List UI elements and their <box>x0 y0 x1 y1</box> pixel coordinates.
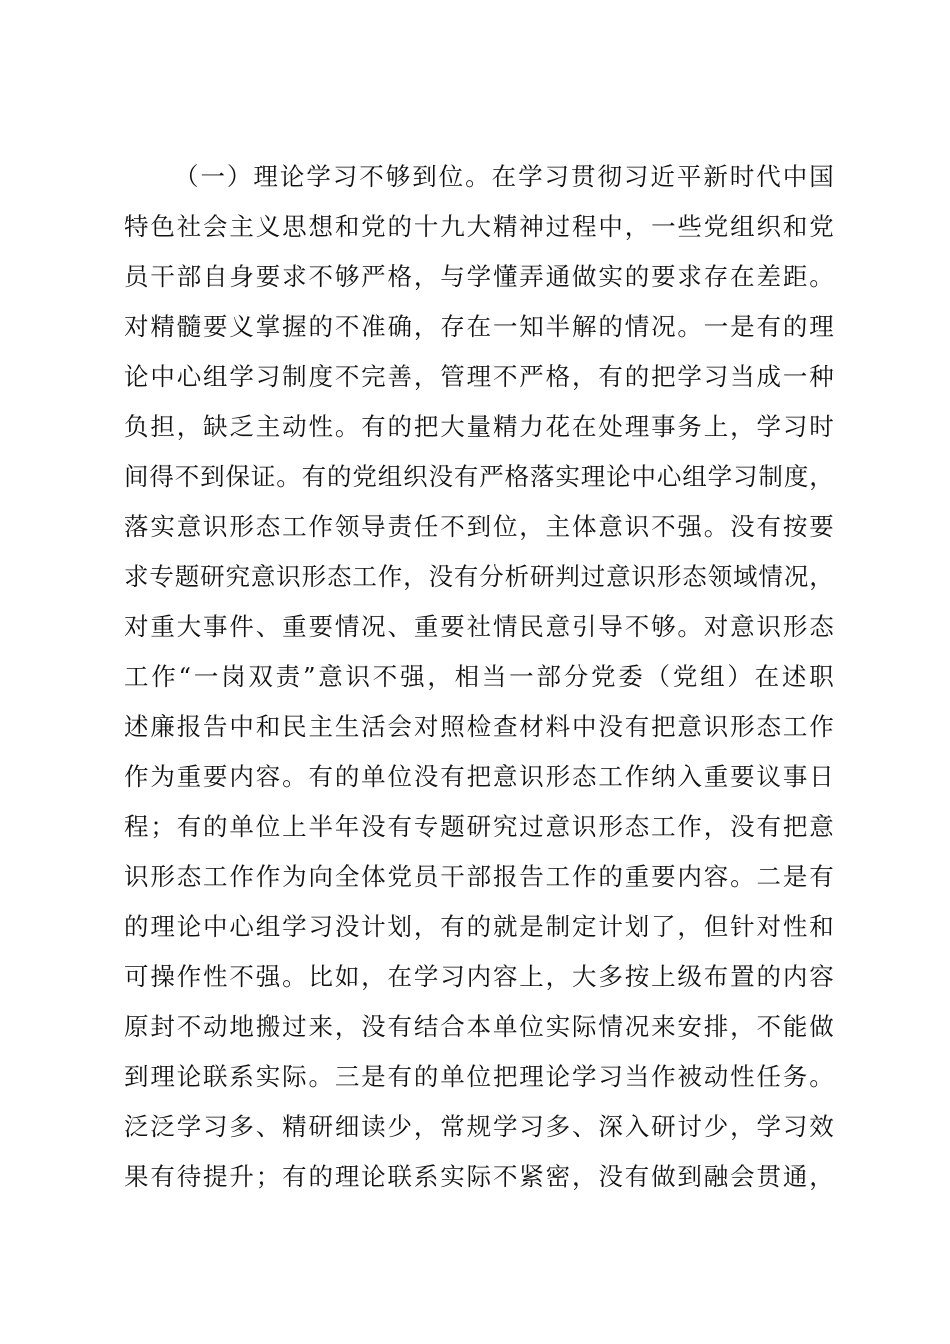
body-paragraph <box>124 152 834 1202</box>
paragraph-line: 述廉报告中和民主生活会对照检查材料中没有把意识形态工作 <box>124 712 834 741</box>
paragraph-line: 果有待提升；有的理论联系实际不紧密，没有做到融会贯通， <box>124 1162 834 1191</box>
paragraph-line: 工作“一岗双责”意识不强，相当一部分党委（党组）在述职 <box>124 662 834 691</box>
paragraph-line: 到理论联系实际。三是有的单位把理论学习当作被动性任务。 <box>124 1062 834 1091</box>
paragraph-line: 作为重要内容。有的单位没有把意识形态工作纳入重要议事日 <box>124 762 834 791</box>
paragraph-line: 员干部自身要求不够严格，与学懂弄通做实的要求存在差距。 <box>124 262 834 291</box>
paragraph-line: 落实意识形态工作领导责任不到位，主体意识不强。没有按要 <box>124 512 834 541</box>
paragraph-line: 求专题研究意识形态工作，没有分析研判过意识形态领域情况， <box>124 562 834 591</box>
paragraph-line: 特色社会主义思想和党的十九大精神过程中，一些党组织和党 <box>124 212 834 241</box>
paragraph-line: 负担，缺乏主动性。有的把大量精力花在处理事务上，学习时 <box>124 412 834 441</box>
paragraph-line: 泛泛学习多、精研细读少，常规学习多、深入研讨少，学习效 <box>124 1112 834 1141</box>
paragraph-line: （一）理论学习不够到位。在学习贯彻习近平新时代中国 <box>174 162 834 191</box>
paragraph-line: 的理论中心组学习没计划，有的就是制定计划了，但针对性和 <box>124 912 834 941</box>
paragraph-line: 原封不动地搬过来，没有结合本单位实际情况来安排，不能做 <box>124 1012 834 1041</box>
paragraph-line: 间得不到保证。有的党组织没有严格落实理论中心组学习制度， <box>124 462 834 491</box>
paragraph-line: 对精髓要义掌握的不准确，存在一知半解的情况。一是有的理 <box>124 312 834 341</box>
paragraph-line: 识形态工作作为向全体党员干部报告工作的重要内容。二是有 <box>124 862 834 891</box>
paragraph-line: 程；有的单位上半年没有专题研究过意识形态工作，没有把意 <box>124 812 834 841</box>
paragraph-line: 可操作性不强。比如，在学习内容上，大多按上级布置的内容 <box>124 962 834 991</box>
paragraph-line: 论中心组学习制度不完善，管理不严格，有的把学习当成一种 <box>124 362 834 391</box>
paragraph-line: 对重大事件、重要情况、重要社情民意引导不够。对意识形态 <box>124 612 834 641</box>
